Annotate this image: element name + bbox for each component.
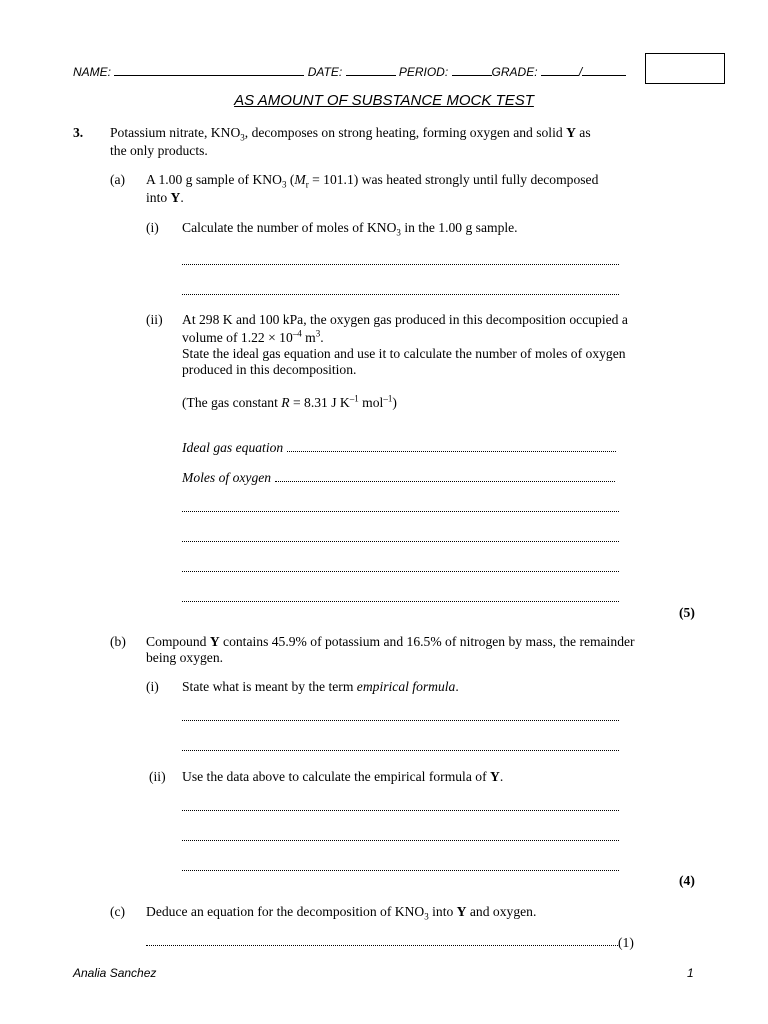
footer-author: Analia Sanchez: [73, 966, 157, 980]
part-c-label: (c): [110, 904, 126, 919]
name-row: [73, 63, 626, 79]
grade-blank-2[interactable]: [582, 63, 626, 76]
ideal-gas-row: [182, 440, 616, 456]
part-a-text-line2: into Y.: [146, 190, 184, 205]
part-b-label: (b): [110, 634, 126, 649]
part-a-text-line1: A 1.00 g sample of $KNO_3$ $(M_r = 101.1)$ was heated strongly until fully decomposed: [146, 172, 599, 190]
part-a-ii-line3: State the ideal gas equation and use it to calculate the number of moles of oxygen: [182, 346, 626, 361]
part-b-marks: (4): [679, 873, 695, 888]
answer-line-a-i-1[interactable]: [182, 264, 619, 265]
date-label: DATE:: [307, 65, 343, 79]
part-a-marks: (5): [679, 605, 695, 620]
part-a-i-label: (i): [146, 220, 159, 235]
part-b-i-label: (i): [146, 679, 159, 694]
answer-line-b-i-2[interactable]: [182, 750, 619, 751]
part-c-marks: (1): [618, 935, 634, 950]
answer-line-b-ii-1[interactable]: [182, 810, 619, 811]
question-intro-line2: the only products.: [110, 143, 208, 158]
answer-line-b-ii-2[interactable]: [182, 840, 619, 841]
ideal-gas-answer-line[interactable]: [287, 442, 616, 452]
part-a-i-text: Calculate the number of moles of $KNO_3$ in the 1.00 g sample.: [182, 220, 518, 238]
moles-oxygen-row: [182, 470, 615, 486]
part-c-text: Deduce an equation for the decomposition of $KNO_3$ into Y and oxygen.: [146, 904, 537, 922]
date-blank[interactable]: [346, 63, 396, 76]
moles-oxygen-label: Moles of oxygen: [182, 470, 272, 485]
part-a-ii-label: (ii): [146, 312, 163, 327]
answer-line-a-ii-1[interactable]: [182, 511, 619, 512]
grade-label: GRADE:: [491, 65, 538, 79]
part-b-ii-label: (ii): [149, 769, 166, 784]
score-box[interactable]: [645, 53, 725, 84]
footer-page-number: 1: [687, 966, 694, 980]
part-a-label: (a): [110, 172, 126, 187]
question-number: 3.: [73, 125, 84, 140]
grade-blank-1[interactable]: [541, 63, 579, 76]
part-b-text-line1: Compound Y contains 45.9% of potassium and 16.5% of nitrogen by mass, the remainder: [146, 634, 635, 649]
period-blank[interactable]: [452, 63, 492, 76]
answer-line-a-i-2[interactable]: [182, 294, 619, 295]
part-a-ii-line4: produced in this decomposition.: [182, 362, 357, 377]
grade-separator: /: [578, 65, 583, 79]
gas-constant-note: (The gas constant R = 8.31 J $K^{-1}$ mol$^{-1}$): [182, 393, 397, 410]
ideal-gas-label: Ideal gas equation: [182, 440, 284, 455]
answer-line-b-ii-3[interactable]: [182, 870, 619, 871]
page-title: AS AMOUNT OF SUBSTANCE MOCK TEST: [234, 92, 534, 109]
answer-line-a-ii-2[interactable]: [182, 541, 619, 542]
part-a-ii-line1: At 298 K and 100 kPa, the oxygen gas produced in this decomposition occupied a: [182, 312, 628, 327]
answer-line-b-i-1[interactable]: [182, 720, 619, 721]
answer-line-a-ii-3[interactable]: [182, 571, 619, 572]
part-b-ii-text: Use the data above to calculate the empirical formula of Y.: [182, 769, 504, 784]
part-b-i-text: State what is meant by the term empirical formula.: [182, 679, 459, 694]
answer-line-a-ii-4[interactable]: [182, 601, 619, 602]
moles-oxygen-answer-line[interactable]: [275, 472, 615, 482]
answer-line-c[interactable]: [146, 945, 618, 946]
part-b-text-line2: being oxygen.: [146, 650, 224, 665]
name-label: NAME:: [73, 65, 112, 79]
question-intro-line1: Potassium nitrate, $KNO_3$, decomposes on strong heating, forming oxygen and solid Y as: [110, 125, 591, 143]
name-blank[interactable]: [114, 63, 304, 76]
part-a-ii-line2: volume of $1.22 \times 10^{-4}$ $m^3$.: [182, 328, 324, 345]
period-label: PERIOD:: [398, 65, 449, 79]
